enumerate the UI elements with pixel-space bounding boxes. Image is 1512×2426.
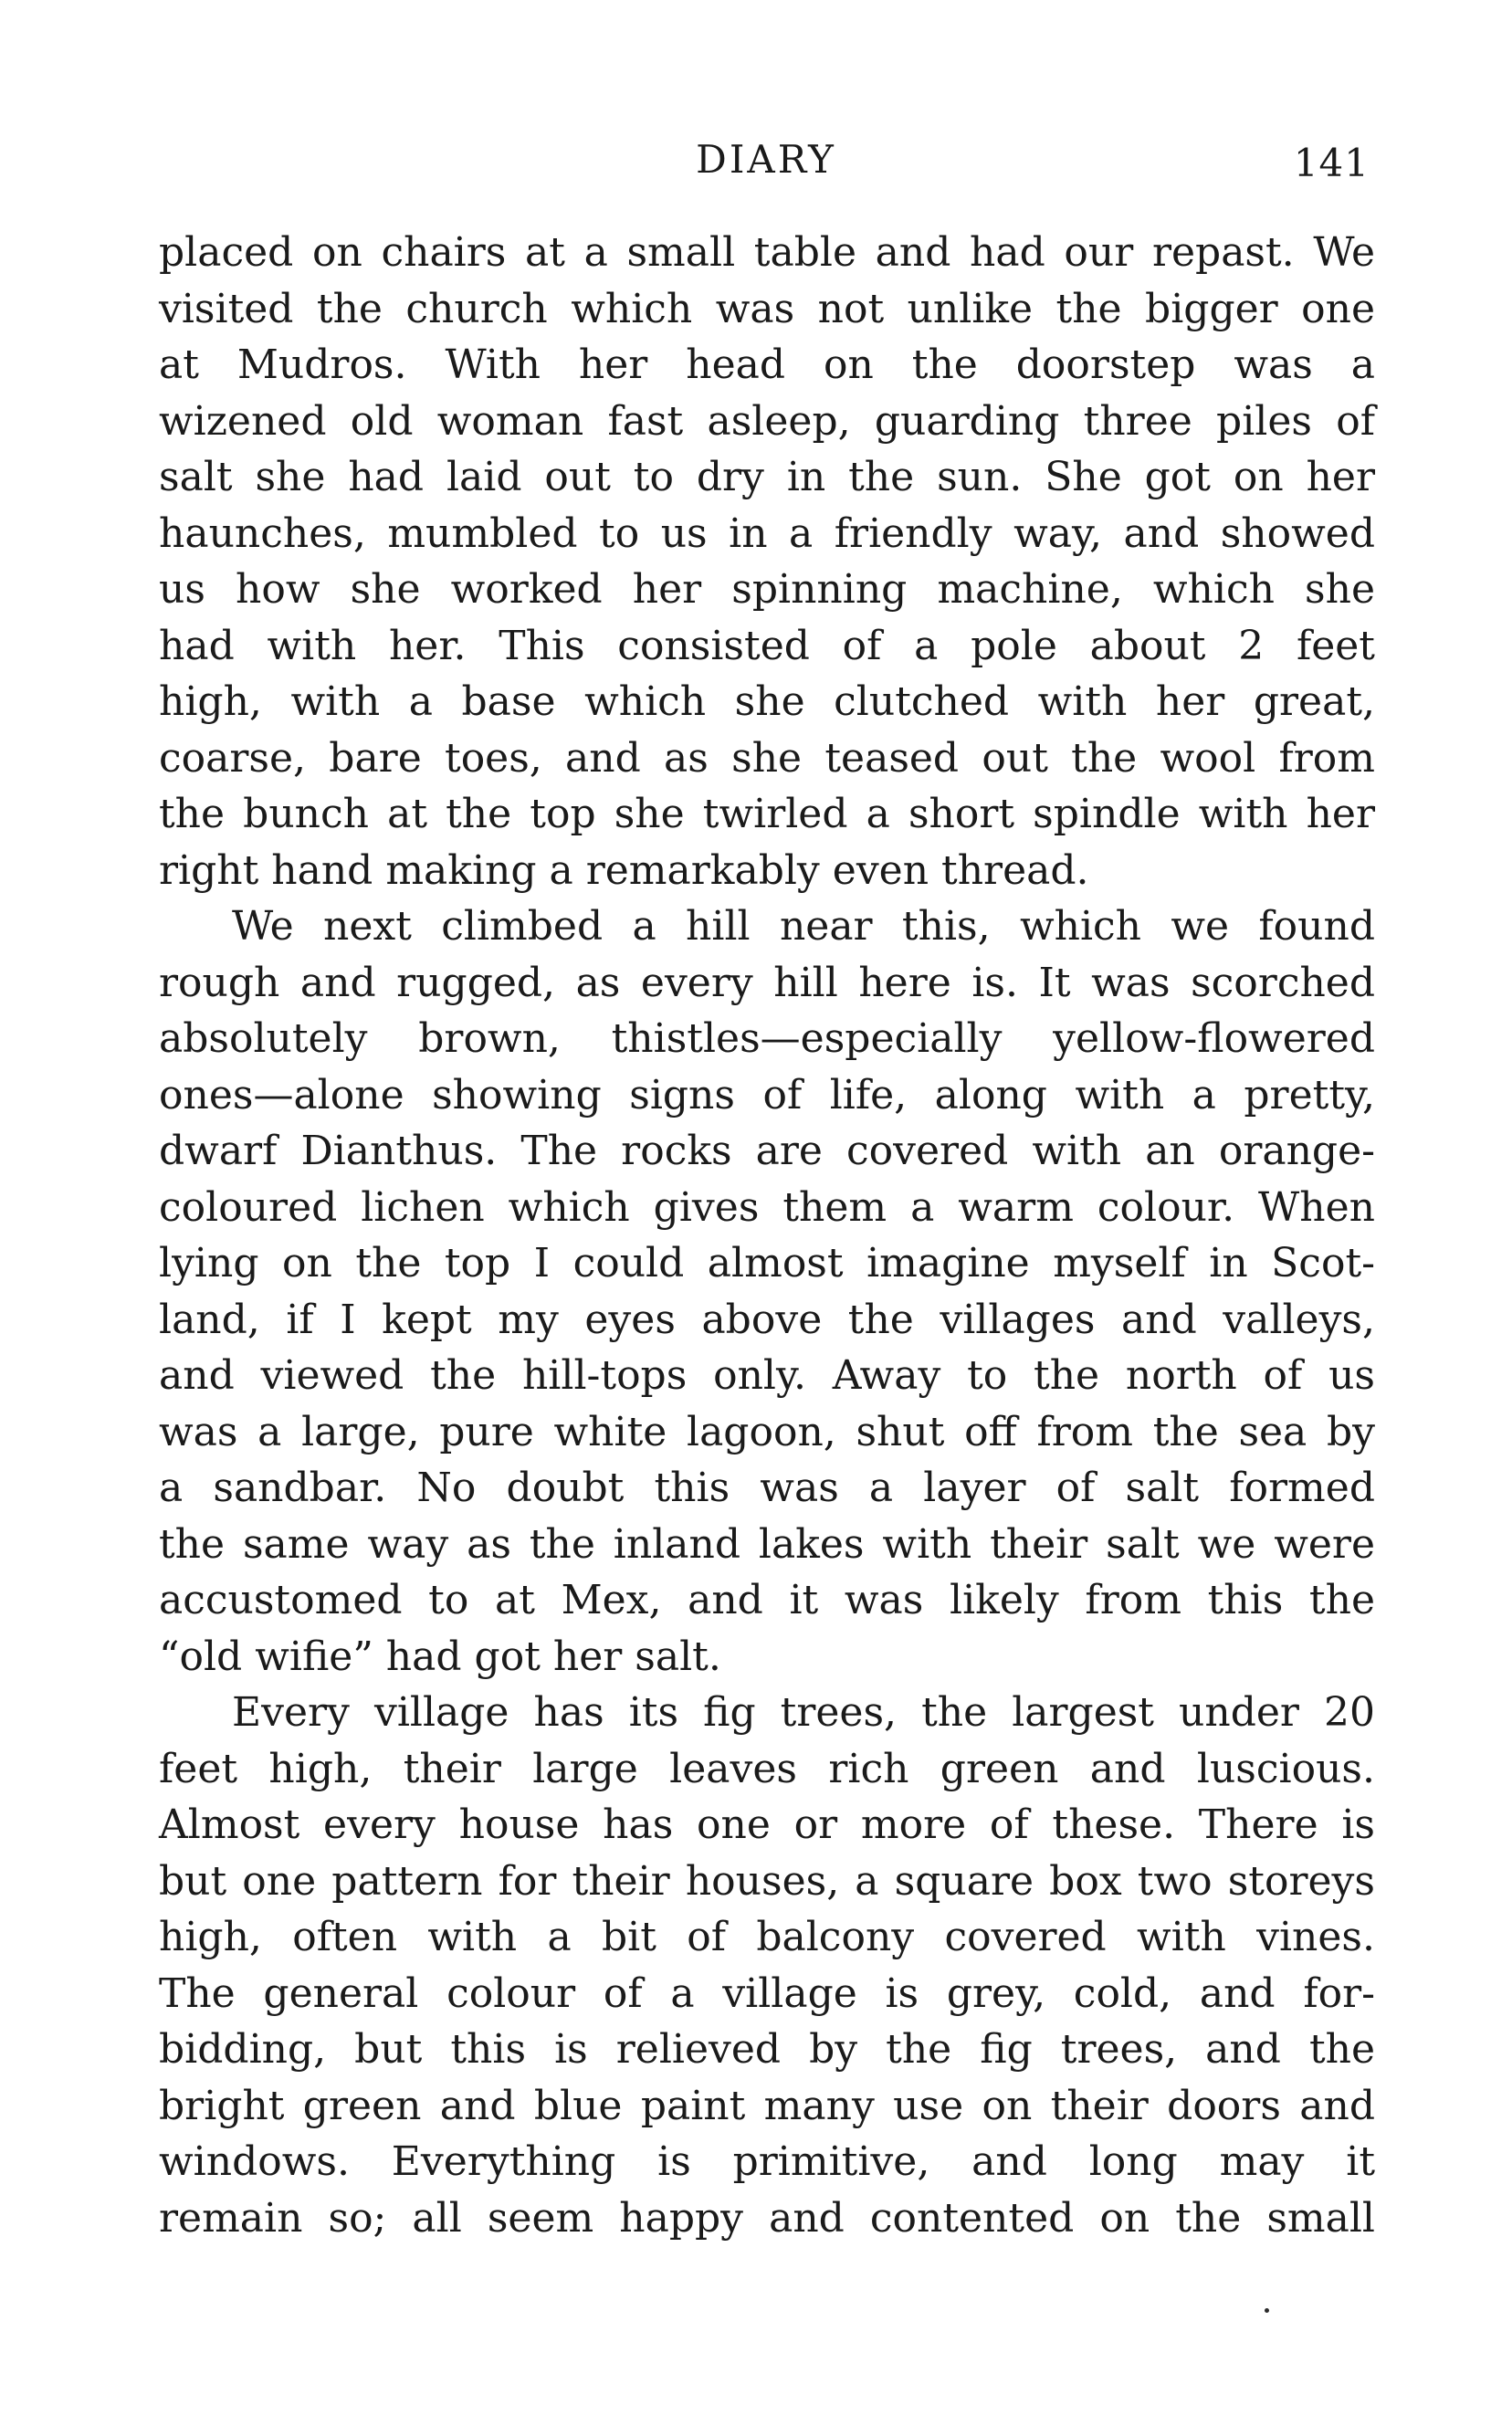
text-line: land, if I kept my eyes above the villages and valleys, — [159, 1296, 1375, 1343]
text-line: placed on chairs at a small table and had our repast. We — [159, 229, 1375, 276]
text-line: right hand making a remarkably even thread. — [159, 846, 1089, 894]
running-head — [163, 137, 1370, 192]
text-line: coarse, bare toes, and as she teased out the wool from — [159, 734, 1375, 782]
text-line: The general colour of a village is grey, cold, and for- — [159, 1969, 1375, 2017]
text-line: the bunch at the top she twirled a short spindle with her — [159, 791, 1375, 837]
text-line: a sandbar. No doubt this was a layer of salt formed — [159, 1465, 1375, 1511]
text-line: haunches, mumbled to us in a friendly way, and showed — [159, 509, 1375, 557]
body-text — [159, 225, 1375, 2246]
text-line: was a large, pure white lagoon, shut off from the sea by — [159, 1408, 1375, 1455]
text-line: us how she worked her spinning machine, which she — [159, 566, 1375, 613]
text-line: rough and rugged, as every hill here is. It was scorched — [159, 959, 1375, 1006]
text-line: wizened old woman fast asleep, guarding three piles of — [159, 397, 1375, 445]
text-line: had with her. This consisted of a pole about 2 feet — [159, 622, 1375, 669]
text-line: absolutely brown, thistles—especially yellow-flowered — [159, 1015, 1375, 1062]
text-line: at Mudros. With her head on the doorstep was a — [159, 341, 1375, 388]
running-title: DIARY — [696, 137, 836, 182]
text-line: Almost every house has one or more of these. There is — [159, 1801, 1375, 1848]
text-line: accustomed to at Mex, and it was likely from this the — [159, 1577, 1375, 1623]
text-line: high, often with a bit of balcony covered with vines. — [159, 1914, 1375, 1960]
text-line: but one pattern for their houses, a square box two storeys — [159, 1857, 1375, 1905]
text-line: and viewed the hill-tops only. Away to the north of us — [159, 1352, 1375, 1399]
text-line: lying on the top I could almost imagine myself in Scot- — [159, 1240, 1375, 1287]
text-line: “old wifie” had got her salt. — [159, 1633, 721, 1680]
text-line: high, with a base which she clutched with her great, — [159, 678, 1375, 725]
text-line: visited the church which was not unlike the bigger one — [159, 285, 1375, 332]
text-line: dwarf Dianthus. The rocks are covered with an orange- — [159, 1128, 1375, 1174]
text-line: remain so; all seem happy and contented on the small — [159, 2194, 1375, 2242]
text-line: bright green and blue paint many use on their doors and — [159, 2082, 1375, 2129]
text-line: Every village has its fig trees, the largest under 20 — [232, 1689, 1375, 1736]
print-speck — [1265, 2308, 1269, 2313]
page-number: 141 — [1293, 141, 1370, 185]
text-line: coloured lichen which gives them a warm colour. When — [159, 1183, 1375, 1231]
text-line: salt she had laid out to dry in the sun. She got on her — [159, 454, 1375, 500]
text-line: the same way as the inland lakes with their salt we were — [159, 1520, 1375, 1568]
text-line: feet high, their large leaves rich green and luscious. — [159, 1745, 1375, 1792]
text-line: ones—alone showing signs of life, along with a pretty, — [159, 1071, 1375, 1118]
text-line: We next climbed a hill near this, which we found — [232, 903, 1375, 950]
text-line: bidding, but this is relieved by the fig trees, and the — [159, 2026, 1375, 2073]
text-line: windows. Everything is primitive, and long may it — [159, 2138, 1375, 2185]
